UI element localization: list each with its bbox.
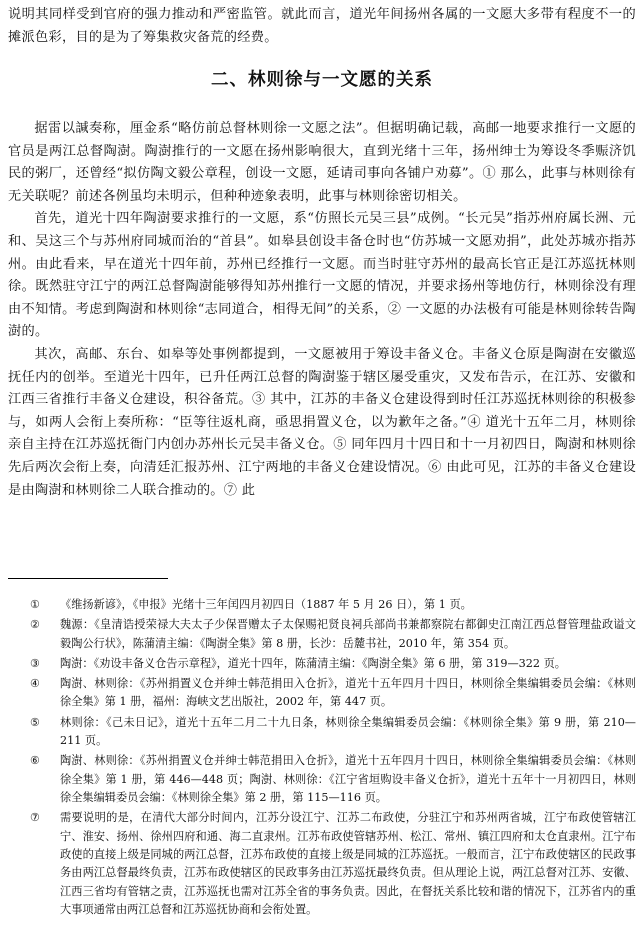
- footnote-item: [8, 655, 636, 673]
- footnote-number: ④: [30, 677, 41, 691]
- main-body: [8, 118, 636, 502]
- footnote-text: 陶澍、林则徐：《苏州捐置义仓并绅士韩范捐田入仓折》，道光十五年四月十四日，林则徐全集编辑委员会编：《林则徐全集》第 1 册，福州：海峡文艺出版社，2002 年，第 447 页。: [60, 677, 636, 709]
- footnote-number: ①: [30, 598, 41, 611]
- intro-paragraph: [8, 4, 636, 49]
- paragraph-2: 首先，道光十四年陶澍要求推行的一文愿，系“仿照长元吴三县”成例。“长元吴”指苏州府属长洲、元和、吴这三个与苏州府同城而治的“首县”。如皋县创设丰备仓时也“仿苏城一文愿劝捐”，此处苏城亦指苏州。由此看来，早在道光十四年前，苏州已经推行一文愿。而当时驻守苏州的最高长官正是江苏巡抚林则徐。既然驻守江宁的两江总督陶澍能够得知苏州推行一文愿的情况，并要求扬州等地仿行，林则徐没有理由不知情。考虑到陶澍和林则徐“志同道合，相得无间”的关系，② 一文愿的办法极有可能是林则徐转告陶澍的。: [8, 211, 636, 340]
- footnote-number: ⑤: [30, 715, 41, 729]
- footnote-text: 林则徐：《己未日记》，道光十五年二月二十九日条，林则徐全集编辑委员会编：《林则徐全集》第 9 册，第 210—211 页。: [60, 715, 636, 748]
- footnote-text: 陶澍、林则徐：《苏州捐置义仓并绅士韩范捐田入仓折》，道光十五年四月十四日，林则徐全集编辑委员会编：《林则徐全集》第 1 册，第 446—448 页；陶澍、林则徐：《江宁省垣购设丰备义仓折》，道光十五年十一月初四日，林则徐全集编辑委员会编：《林则徐全集》第 2 册，第 115—116 页。: [60, 754, 636, 805]
- footnote-item: [8, 714, 636, 751]
- footnote-number: ③: [30, 656, 41, 670]
- footnote-number: ⑦: [30, 811, 41, 825]
- footnote-text: 《维扬新谚》，《申报》光绪十三年闰四月初四日（1887 年 5 月 26 日），第 1 页。: [60, 598, 472, 611]
- footnote-number: ⑥: [30, 754, 41, 768]
- footnote-divider: [8, 578, 168, 579]
- footnote-item: [8, 675, 636, 712]
- footnote-item: [8, 809, 636, 919]
- paragraph-1: 据雷以諴奏称，厘金系“略仿前总督林则徐一文愿之法”。但据明确记载，高邮一地要求推行一文愿的官员是两江总督陶澍。陶澍推行的一文愿在扬州影响很大，直到光绪十三年，扬州绅士为筹设冬季赈济饥民的粥厂，还曾经“拟仿陶文毅公章程，创设一文愿，延请司事向各铺户劝募”。① 那么，此事与林则徐有无关联呢？前述各例虽均未明示，但种种迹象表明，此事与林则徐密切相关。: [8, 121, 636, 204]
- footnote-text: 魏源：《皇清诰授荣禄大夫太子少保晋赠太子太保赐祀贤良祠兵部尚书兼都察院右都御史江南江西总督管理盐政谥文毅陶公行状》，陈蒲清主编：《陶澍全集》第 8 册，长沙：岳麓书社，2010 年，第 354 页。: [60, 618, 636, 650]
- footnote-item: [8, 596, 636, 614]
- footnote-number: ②: [30, 618, 41, 632]
- intro-text: 说明其同样受到官府的强力推动和严密监管。就此而言，道光年间扬州各属的一文愿大多带有程度不一的摊派色彩，目的是为了筹集救灾备荒的经费。: [8, 7, 636, 45]
- section-title: 二、林则徐与一文愿的关系: [211, 70, 433, 90]
- footnote-text: 陶澍：《劝设丰备义仓告示章程》，道光十四年，陈蒲清主编：《陶澍全集》第 6 册，第 319—322 页。: [60, 656, 566, 670]
- footnotes: [8, 596, 636, 921]
- footnote-item: [8, 616, 636, 653]
- footnote-text: 需要说明的是，在清代大部分时间内，江苏分设江宁、江苏二布政使，分驻江宁和苏州两省城，江宁布政使管辖江宁、淮安、扬州、徐州四府和通、海二直隶州。江苏布政使管辖苏州、松江、常州、镇江四府和太仓直隶州。江宁布政使的直接上级是同城的两江总督，江苏布政使的直接上级是同城的江苏巡抚。一般而言，江宁布政使辖区的民政事务由两江总督最终负责，江苏布政使辖区的民政事务由江苏巡抚最终负责。但从理论上说，两江总督对江苏、安徽、江西三省均有管辖之责，江苏巡抚也需对江苏全省的事务负责。因此，在督抚关系比较和谐的情况下，江苏省内的重大事项通常由两江总督和江苏巡抚协商和会衔处置。: [60, 811, 636, 917]
- footnote-item: [8, 752, 636, 807]
- paragraph-3: 其次，高邮、东台、如皋等处事例都提到，一文愿被用于筹设丰备义仓。丰备义仓原是陶澍在安徽巡抚任内的创举。至道光十四年，已升任两江总督的陶澍鉴于辖区屡受重灾，又发布告示，在江苏、安徽和江西三省推行丰备义仓建设，积谷备荒。③ 其中，江苏的丰备义仓建设得到时任江苏巡抚林则徐的积极参与，如两人会衔上奏所称：“臣等往返札商，亟思捐置义仓，以为歉年之备。”④ 道光十五年二月，林则徐亲自主持在江苏巡抚衙门内创办苏州长元吴丰备义仓。⑤ 同年四月十四日和十一月初四日，陶澍和林则徐先后两次会衔上奏，向清廷汇报苏州、江宁两地的丰备义仓建设情况。⑥ 由此可见，江苏的丰备义仓建设是由陶澍和林则徐二人联合推动的。⑦ 此: [8, 346, 636, 498]
